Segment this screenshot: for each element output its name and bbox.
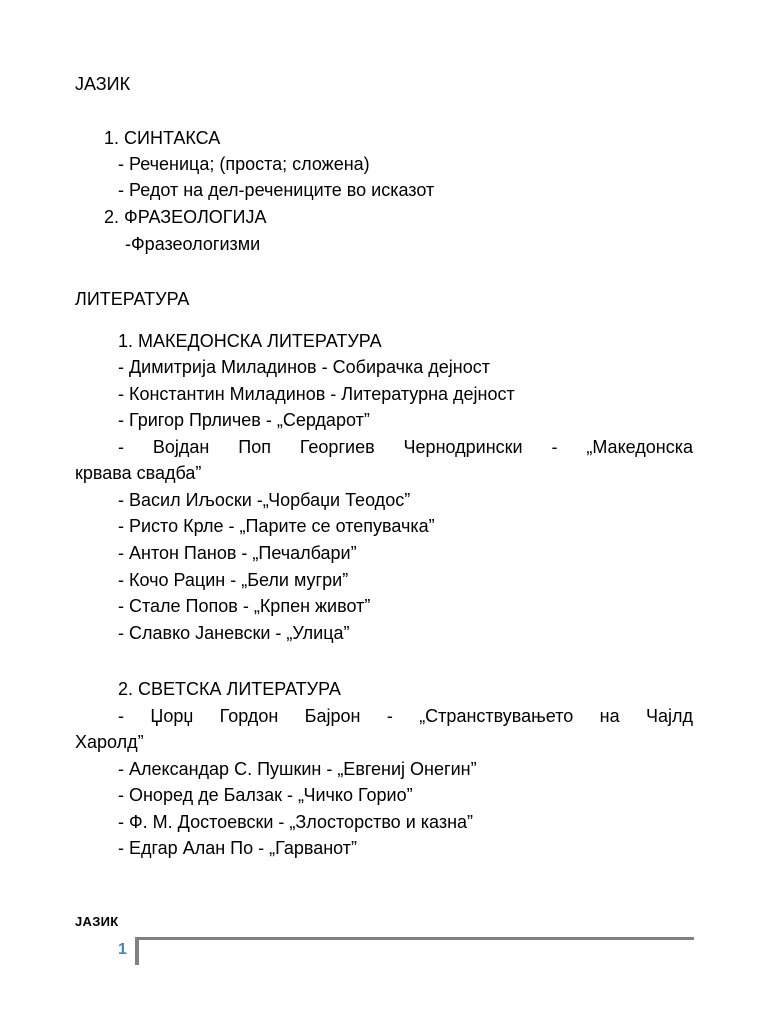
- world-literature-title: 2. СВЕТСКА ЛИТЕРАТУРА: [118, 679, 341, 699]
- syntax-title: 1. СИНТАКСА: [104, 128, 221, 148]
- world-literature-item: - Александар С. Пушкин - „Евгениј Онегин”: [118, 759, 477, 779]
- macedonian-literature-item: - Васил Иљоски -„Чорбаџи Теодос”: [118, 490, 411, 510]
- world-literature-item-continuation: Харолд”: [75, 732, 144, 752]
- world-literature-item: - Џорџ Гордон Бајрон - „Странствувањето на Чајлд: [118, 706, 693, 726]
- syntax-item: - Реченица; (проста; сложена): [118, 154, 370, 174]
- macedonian-literature-item: - Антон Панов - „Печалбари”: [118, 543, 357, 563]
- literature-heading: ЛИТЕРАТУРА: [75, 289, 190, 309]
- phraseology-item: -Фразеологизми: [125, 234, 261, 254]
- world-literature-item: - Едгар Алан По - „Гарванот”: [118, 838, 358, 858]
- macedonian-literature-title: 1. МАКЕДОНСКА ЛИТЕРАТУРА: [118, 331, 382, 351]
- macedonian-literature-item: - Григор Прличев - „Сердарот”: [118, 410, 370, 430]
- syntax-item: - Редот на дел-речениците во исказот: [118, 180, 435, 200]
- footer-label: ЈАЗИК: [75, 914, 119, 929]
- macedonian-literature-item: - Димитрија Миладинов - Собирачка дејност: [118, 357, 490, 377]
- world-literature-item: - Ф. М. Достоевски - „Злосторство и казна”: [118, 812, 474, 832]
- macedonian-literature-item: - Славко Јаневски - „Улица”: [118, 623, 350, 643]
- phraseology-title: 2. ФРАЗЕОЛОГИЈА: [104, 207, 267, 227]
- language-heading: ЈАЗИК: [75, 74, 131, 94]
- footer-divider: [139, 937, 694, 940]
- macedonian-literature-item: - Константин Миладинов - Литературна дејност: [118, 384, 515, 404]
- footer-page-bar: [135, 937, 139, 965]
- macedonian-literature-item: - Стале Попов - „Крпен живот”: [118, 596, 371, 616]
- macedonian-literature-item-continuation: крвава свадба”: [75, 463, 202, 483]
- macedonian-literature-item: - Војдан Поп Георгиев Чернодрински - „Македонска: [118, 437, 693, 457]
- macedonian-literature-item: - Ристо Крле - „Парите се отепувачка”: [118, 516, 435, 536]
- world-literature-item: - Оноред де Балзак - „Чичко Горио”: [118, 785, 413, 805]
- page-number: 1: [118, 941, 127, 958]
- macedonian-literature-item: - Кочо Рацин - „Бели мугри”: [118, 570, 349, 590]
